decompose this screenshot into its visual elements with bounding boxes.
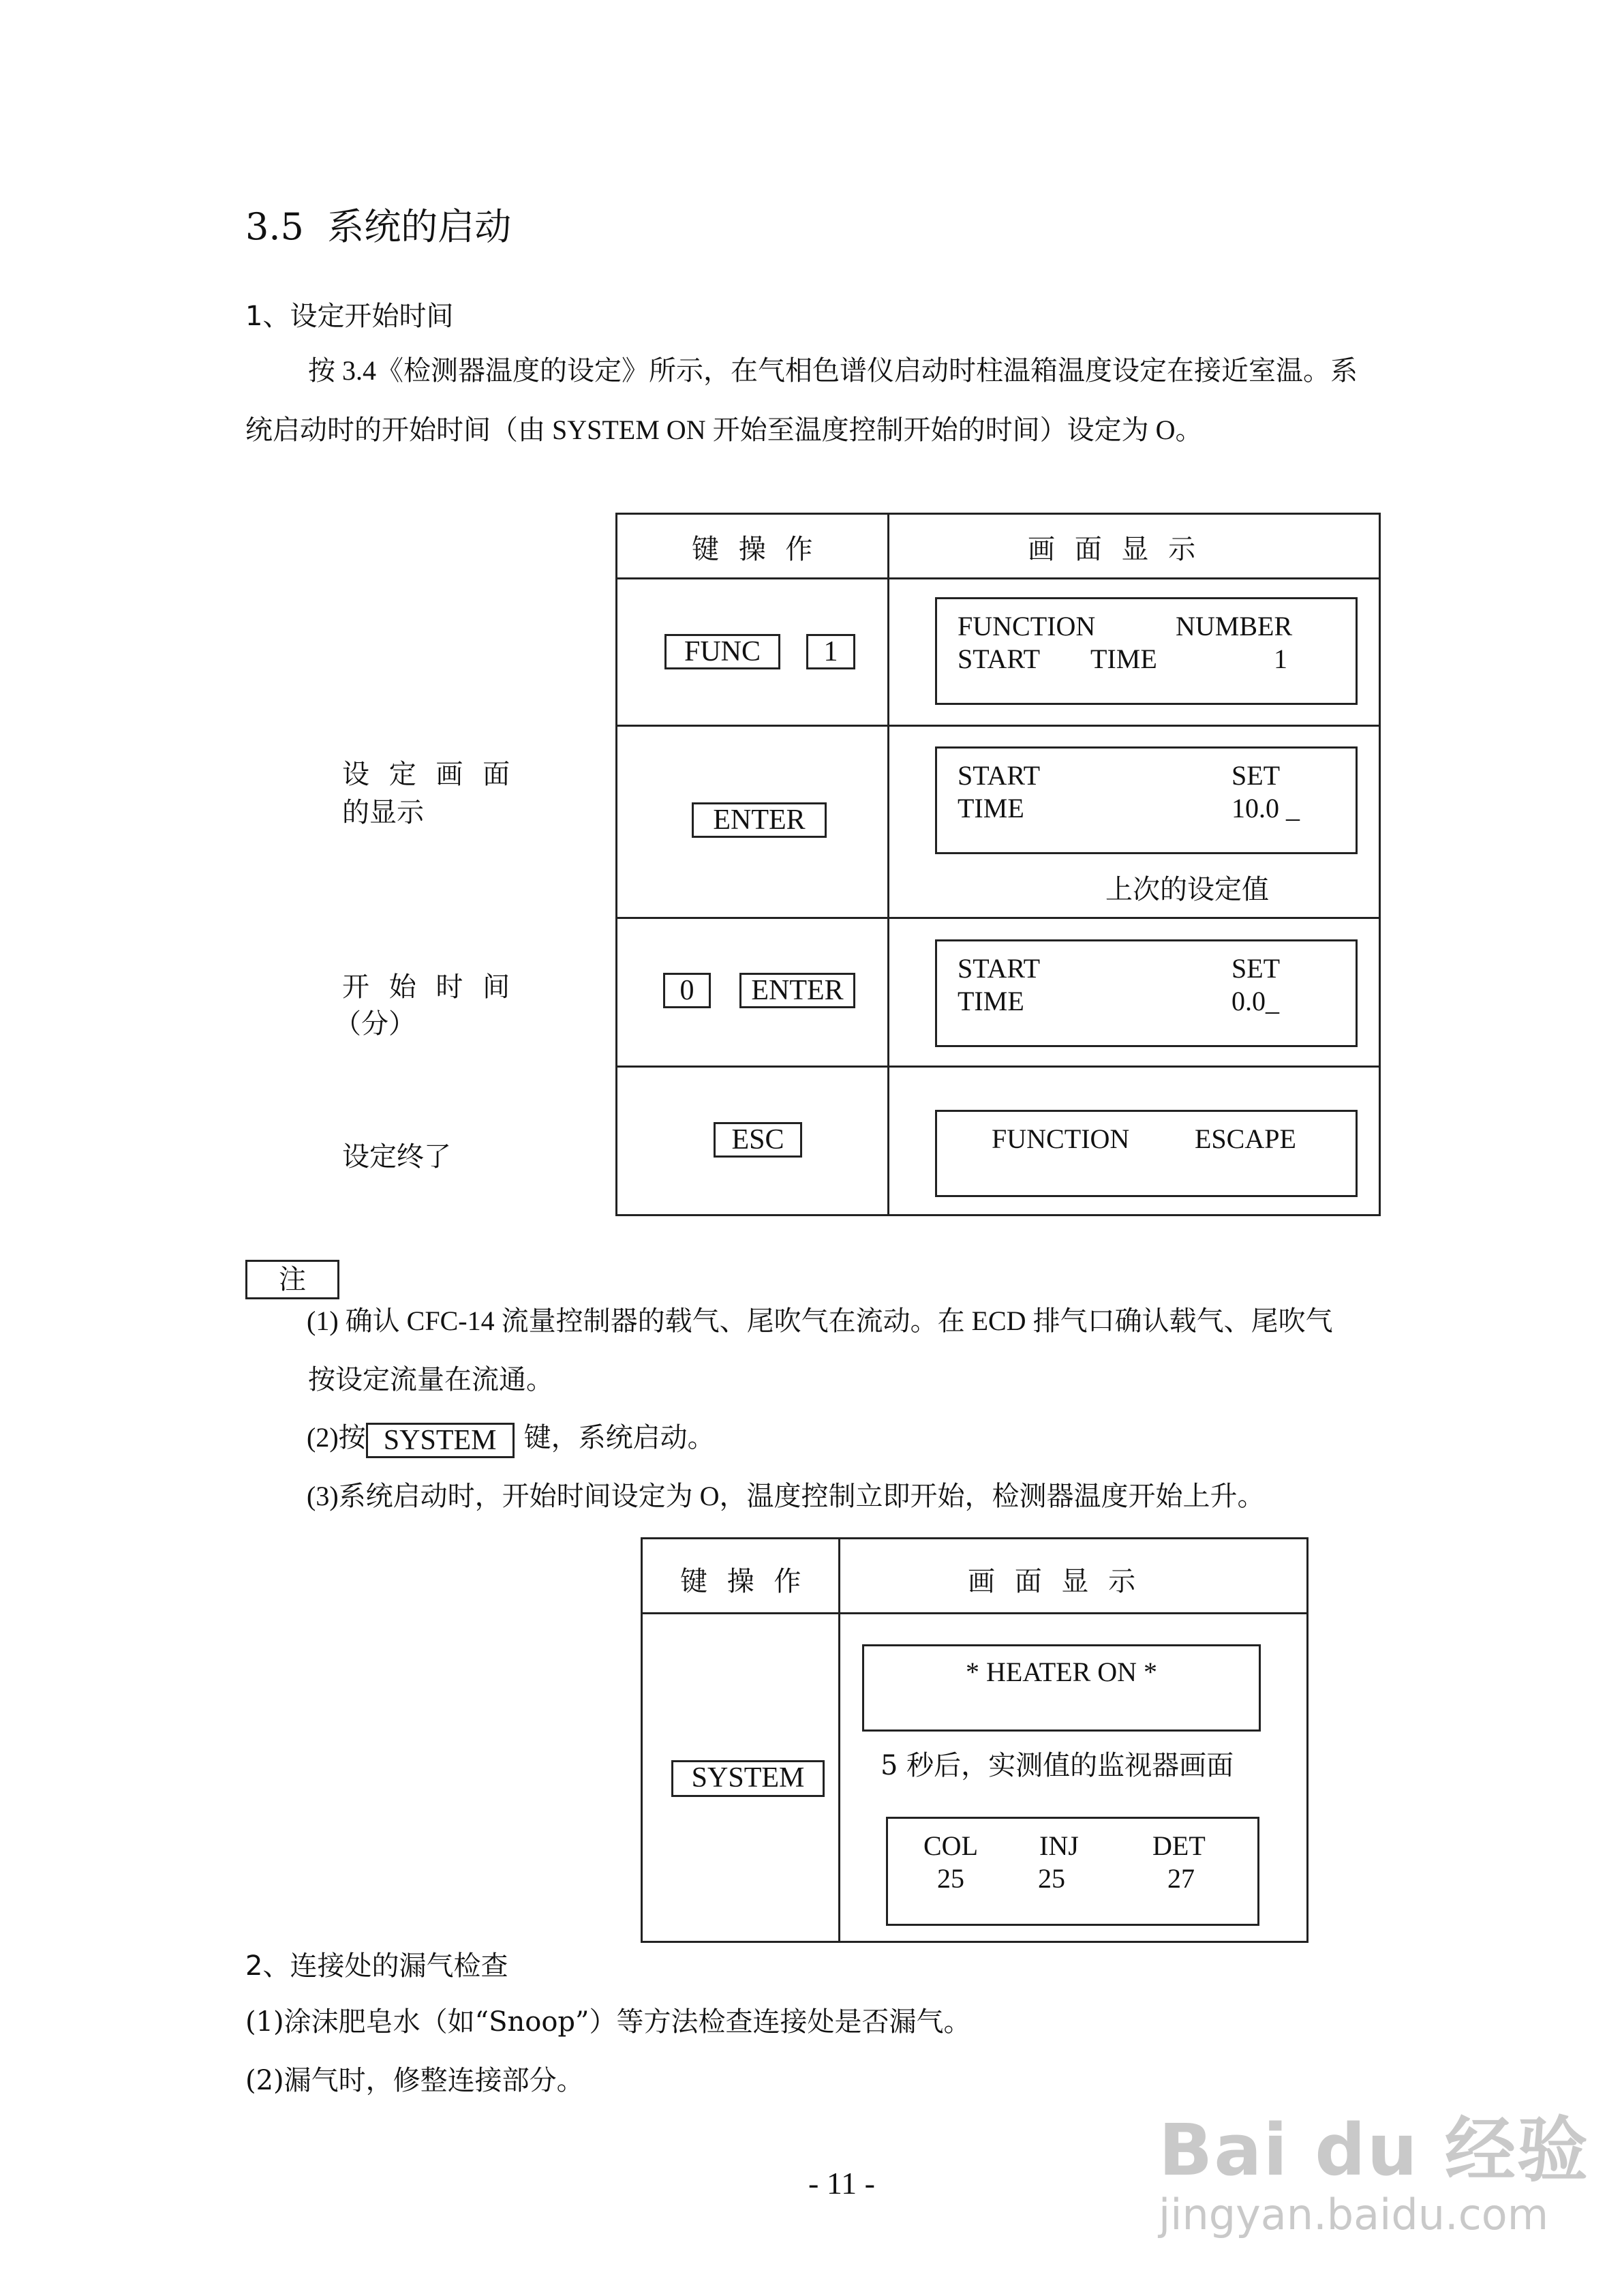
note-item-1-cont: 按设定流量在流通。	[308, 1364, 553, 1395]
lcd-text: TIME	[958, 793, 1024, 824]
lcd-text: COL	[923, 1830, 978, 1861]
watermark-url: jingyan.baidu.com	[1159, 2190, 1549, 2239]
note-item-2-pre: (2)按	[307, 1422, 366, 1453]
page-number: - 11 -	[808, 2166, 875, 2201]
lcd-display-function-escape	[935, 1110, 1358, 1197]
subsection-title-2: 2、连接处的漏气检查	[245, 1950, 508, 1982]
note-item-3: (3)系统启动时，开始时间设定为 O，温度控制立即开始，检测器温度开始上升。	[307, 1481, 1265, 1511]
row-label: 设定终了	[342, 1141, 451, 1173]
lcd-text: NUMBER	[1176, 611, 1293, 641]
lcd-text: 25	[937, 1863, 964, 1894]
section-title: 系统的启动	[327, 205, 512, 248]
lcd-text: 25	[1038, 1863, 1065, 1894]
lcd-text: * HEATER ON *	[965, 1657, 1158, 1687]
leak-check-item-2: (2)漏气时，修整连接部分。	[245, 2065, 584, 2096]
table-row-divider	[615, 917, 1381, 919]
lcd-display-temperature-monitor	[886, 1817, 1259, 1926]
digit-1-key[interactable]: 1	[806, 634, 855, 669]
section-heading	[245, 198, 511, 250]
lcd-text: START	[958, 644, 1041, 674]
lcd-text: 27	[1167, 1863, 1195, 1894]
func-key[interactable]: FUNC	[664, 634, 780, 669]
note-item-2-post: 键，系统启动。	[523, 1422, 715, 1453]
esc-key[interactable]: ESC	[714, 1122, 802, 1158]
lcd-text: START	[958, 953, 1041, 984]
lcd-text: ESCAPE	[1195, 1123, 1296, 1154]
subsection-title-1: 1、设定开始时间	[245, 301, 454, 332]
row-label: 设 定 画 面	[342, 759, 516, 790]
lcd-display-start-set	[935, 746, 1358, 854]
lcd-text: FUNCTION	[958, 611, 1096, 641]
lcd-text: 10.0 _	[1231, 793, 1300, 824]
row-label: （分）	[334, 1008, 416, 1040]
lcd-display-start-set	[935, 939, 1358, 1047]
table-row-divider	[615, 577, 1381, 579]
watermark-brand: Bai du 经验	[1159, 2109, 1589, 2192]
lcd-text: DET	[1152, 1830, 1206, 1861]
table-header-keys: 键 操 作	[692, 534, 818, 565]
leak-check-item-1: (1)涂沫肥皂水（如“Snoop”）等方法检查连接处是否漏气。	[245, 2006, 971, 2038]
table-row-divider	[641, 1612, 1309, 1614]
system-key-inline[interactable]: SYSTEM	[366, 1423, 515, 1458]
table-header-display: 画 面 显 示	[1028, 534, 1202, 565]
monitor-caption: 5 秒后，实测值的监视器画面	[881, 1750, 1234, 1781]
system-key[interactable]: SYSTEM	[671, 1760, 825, 1797]
intro-line-1: 按 3.4《检测器温度的设定》所示，在气相色谱仪启动时柱温箱温度设定在接近室温。系	[308, 355, 1358, 386]
lcd-text: INJ	[1039, 1830, 1079, 1861]
note-item-2	[307, 1419, 715, 1458]
enter-key[interactable]: ENTER	[692, 802, 827, 838]
row-label: 开 始 时 间	[342, 971, 516, 1003]
lcd-text: 0.0_	[1231, 986, 1279, 1016]
table-header-display: 画 面 显 示	[968, 1566, 1142, 1597]
table-row-divider	[615, 725, 1381, 727]
table-column-divider	[838, 1537, 840, 1943]
enter-key[interactable]: ENTER	[739, 973, 855, 1008]
table-row-divider	[615, 1066, 1381, 1068]
note-tag-text: 注	[279, 1264, 306, 1295]
note-tag	[245, 1260, 339, 1299]
previous-value-note: 上次的设定值	[1105, 874, 1269, 905]
lcd-text: TIME	[958, 986, 1024, 1016]
digit-0-key[interactable]: 0	[663, 973, 711, 1008]
lcd-text: START	[958, 760, 1041, 791]
table-header-keys: 键 操 作	[680, 1566, 807, 1597]
intro-line-2: 统启动时的开始时间（由 SYSTEM ON 开始至温度控制开始的时间）设定为 O。	[245, 414, 1203, 445]
row-label: 的显示	[342, 797, 424, 828]
lcd-display-heater-on	[862, 1644, 1261, 1732]
lcd-text: FUNCTION	[992, 1123, 1130, 1154]
section-number: 3.5	[245, 205, 304, 248]
note-item-1: (1) 确认 CFC-14 流量控制器的载气、尾吹气在流动。在 ECD 排气口确认载气、尾吹气	[307, 1305, 1333, 1336]
lcd-display-function-number	[935, 597, 1358, 705]
table-column-divider	[887, 513, 889, 1216]
lcd-text: SET	[1231, 953, 1281, 984]
lcd-text: 1	[1274, 644, 1287, 674]
lcd-text: SET	[1231, 760, 1281, 791]
lcd-text: TIME	[1090, 644, 1157, 674]
